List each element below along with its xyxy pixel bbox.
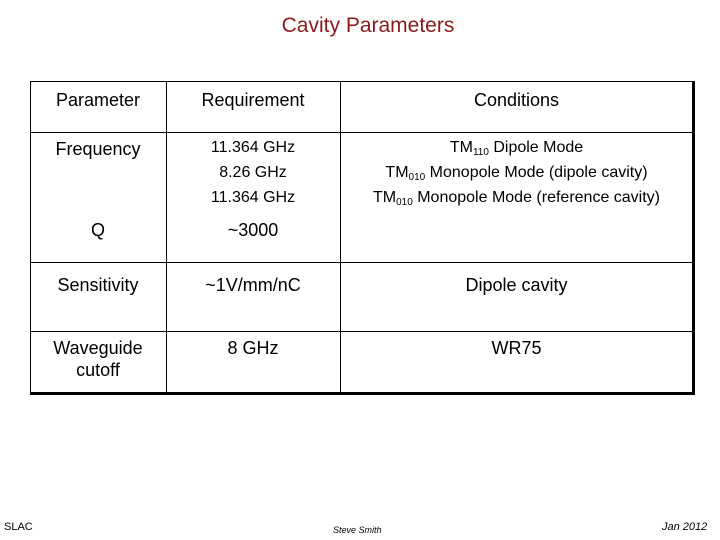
header-requirement: Requirement [201, 90, 305, 110]
row-divider-sensitivity [30, 331, 693, 332]
row-divider-q [30, 262, 693, 263]
frequency-conditions [340, 135, 693, 210]
waveguide-requirement: 8 GHz [227, 338, 279, 358]
waveguide-parameter-line2: cutoff [76, 360, 120, 380]
footer-date: Jan 2012 [662, 521, 708, 533]
sensitivity-parameter: Sensitivity [57, 275, 139, 295]
frequency-condition-3: $TM_{010}$ Monopole Mode (reference cavity) [372, 189, 661, 208]
footer-author: Steve Smith [333, 525, 382, 535]
frequency-condition-1: $TM_{110}$ Dipole Mode [449, 139, 584, 158]
waveguide-parameter-line1: Waveguide [53, 338, 143, 358]
slide-title: Cavity Parameters [281, 14, 455, 37]
table-top-border [30, 81, 693, 82]
frequency-requirement-2: 8.26 GHz [219, 164, 287, 181]
header-conditions: Conditions [473, 90, 560, 110]
table-header-divider [30, 132, 693, 133]
frequency-requirement-1: 11.364 GHz [210, 139, 296, 156]
header-parameter: Parameter [55, 90, 141, 110]
frequency-requirements [166, 135, 340, 210]
frequency-requirement-3: 11.364 GHz [210, 189, 296, 206]
sensitivity-condition: Dipole cavity [465, 275, 568, 295]
waveguide-parameter [30, 337, 166, 381]
q-parameter: Q [90, 220, 105, 240]
frequency-condition-2: $TM_{010}$ Monopole Mode (dipole cavity) [385, 164, 648, 183]
footer-organization: SLAC [4, 521, 33, 533]
waveguide-condition: WR75 [491, 338, 542, 358]
q-requirement: ~3000 [227, 220, 279, 240]
frequency-parameter: Frequency [55, 139, 141, 159]
sensitivity-requirement: ~1V/mm/nC [205, 275, 301, 295]
